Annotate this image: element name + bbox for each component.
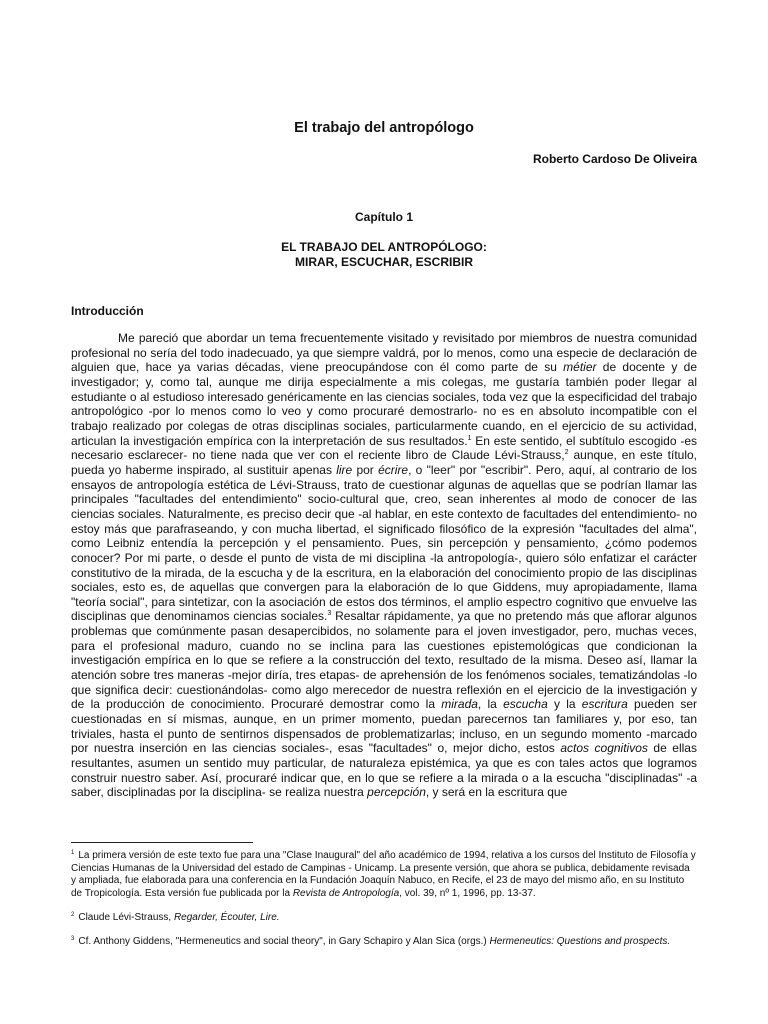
footnote-2: [71, 912, 697, 925]
footnote-ref-3[interactable]: 3: [327, 610, 332, 618]
footnote-marker: 2: [71, 912, 75, 918]
text-run: de ellas resultantes, asumen un sentido muy particular, de naturaleza epistémica, ya que es con tales actos que logramos construir nuestro saber. Así, procuraré indicar que, en lo que se refiere a la mirada o a la escucha "disciplinadas" -a saber, disciplinadas por la disciplina- se realiza nuestra: [71, 741, 697, 800]
italic-term: métier: [563, 360, 597, 375]
footnote-ref-2[interactable]: 2: [564, 449, 569, 457]
footnote-text: , vol. 39, nº 1, 1996, pp. 13-37.: [399, 887, 536, 899]
text-run: de docente y de investigador; y, como tal, aunque me dirija especialmente a mis colegas, me gustaría también poder llegar al estudiante o al estudioso interesado genéricamente en las ciencias sociales, toda vez que la especificidad del trabajo antropológico -por lo menos como lo veo y como procuraré demostrarlo- no es en absoluto incompatible con el trabajo realizado por colegas de otras disciplinas sociales, particularmente cuando, en el ejercicio de su actividad, articulan la investigación empírica con la interpretación de sus resultados.: [71, 360, 698, 448]
section-heading: Introducción: [71, 304, 144, 318]
italic-term: écrire: [378, 462, 409, 477]
footnote-text: Cf. Anthony Giddens, "Hermeneutics and social theory", in Gary Schapiro y Alan Sica (orgs.): [78, 936, 490, 947]
body-paragraph: [71, 331, 697, 800]
footnote-marker: 3: [71, 936, 75, 942]
text-run: Resaltar rápidamente, ya que no pretendo más que aflorar algunos problemas que comúnmente pasan desapercibidos, no solamente para el joven investigador, pero, muchas veces, para el profesional maduro, cuando no se inclina para las cuestiones epistemológicas que condicionan la investigación empírica en lo que se refiere a la construcción del texto, resultado de la misma. Deseo así, llamar la atención sobre tres maneras -mejor diría, tres etapas- de aprehensión de los fenómenos sociales, tematizándolas -lo que significa decir: cuestionándolas- como algo merecedor de nuestra reflexión en el ejercicio de la investigación y de la producción de conocimiento. Procuraré demostrar como la: [71, 609, 697, 712]
text-run: , la: [477, 697, 504, 712]
text-run: En este sentido, el subtítulo escogido -es necesario esclarecer- no tiene nada que ver con el reciente libro de Claude Lévi-Strauss,: [71, 433, 697, 463]
text-run: por: [352, 462, 379, 477]
italic-term: escritura: [581, 697, 628, 712]
italic-term: mirada: [441, 697, 478, 712]
text-run: aunque, en este título, pueda yo haberme inspirado, al sustituir apenas: [71, 448, 698, 477]
footnote-marker: 1: [71, 850, 75, 856]
text-run: , o "leer" por "escribir". Pero, aquí, al contrario de los ensayos de antropología estética de Lévi-Strauss, trato de cuestionar algunas de aquellas que se podrían llamar las principales "facultades del entendimiento" socio-cultural que, creo, sean inherentes al modo de conocer de las ciencias sociales. Naturalmente, es preciso decir que -al hablar, en este contexto de facultades del entendimiento- no estoy más que parafraseando, y con mucha libertad, el significado filosófico de la expresión "facultades del alma", como Leibniz entendía la percepción y el pensamiento. Pues, sin percepción y pensamiento, ¿cómo podemos conocer? Por mi parte, o desde el punto de vista de mi disciplina -la antropología-, quiero sólo enfatizar el carácter constitutivo de la mirada, de la escucha y de la escritura, en la elaboración del conocimiento propio de las disciplinas sociales, esto es, de aquellas que convergen para la elaboración de lo que Giddens, muy apropiadamente, llama "teoría social", para sintetizar, con la asociación de estos dos términos, el amplio espectro cognitivo que envuelve las disciplinas que denominamos ciencias sociales.: [71, 462, 698, 624]
footnote-text: Claude Lévi-Strauss,: [78, 912, 174, 923]
footnote-1: [71, 850, 697, 900]
chapter-heading: Capítulo 1: [354, 210, 413, 224]
footnote-separator: [71, 842, 253, 843]
document-title: El trabajo del antropólogo: [294, 120, 474, 136]
italic-term: percepción: [367, 785, 426, 800]
italic-term: escucha: [503, 697, 548, 712]
subtitle-line-1: EL TRABAJO DEL ANTROPÓLOGO:: [281, 240, 487, 254]
italic-term: lire: [336, 462, 353, 477]
footnote-ref-1[interactable]: 1: [467, 434, 472, 442]
footnote-italic: Hermeneutics: Questions and prospects.: [489, 936, 671, 947]
author-name: Roberto Cardoso De Oliveira: [532, 152, 697, 166]
footnote-3: [71, 936, 697, 949]
footnote-italic: Regarder, Écouter, Lire.: [173, 912, 280, 923]
text-run: y la: [547, 697, 582, 712]
subtitle-line-2: MIRAR, ESCUCHAR, ESCRIBIR: [294, 255, 473, 269]
footnote-italic: Revista de Antropología: [292, 887, 400, 899]
text-run: , y será en la escritura que: [425, 785, 568, 800]
text-run: Me pareció que abordar un tema frecuentemente visitado y revisitado por miembros de nuestra comunidad profesional no sería del todo inadecuado, ya que siempre valdrá, por lo menos, como una especie de declaración de alguien que, hace ya varias décadas, viene preocupándose con él como parte de su: [71, 331, 697, 375]
chapter-subtitle: [0, 240, 768, 270]
footnote-text: La primera versión de este texto fue para una "Clase Inaugural" del año académico de 1994, relativa a los cursos del Instituto de Filosofía y Ciencias Humanas de la Universidad del estado de Campinas - Unicamp. La presente versión, que ahora se publica, debidamente revisada y ampliada, fue elaborada para una conferencia en la Fundación Joaquín Nabuco, en Recife, el 23 de mayo del mismo año, en su Instituto de Tropicología. Esta versión fue publicada por la: [71, 850, 696, 899]
italic-term: actos cognitivos: [560, 741, 648, 756]
text-run: pueden ser cuestionadas en sí mismas, aunque, en un primer momento, puedan parecernos tan familiares y, por eso, tan triviales, hasta el punto de sentirnos dispensados de problematizarlas; incluso, en un segundo momento -marcado por nuestra inserción en las ciencias sociales-, esas "facultades" o, mejor dicho, estos: [71, 697, 697, 756]
